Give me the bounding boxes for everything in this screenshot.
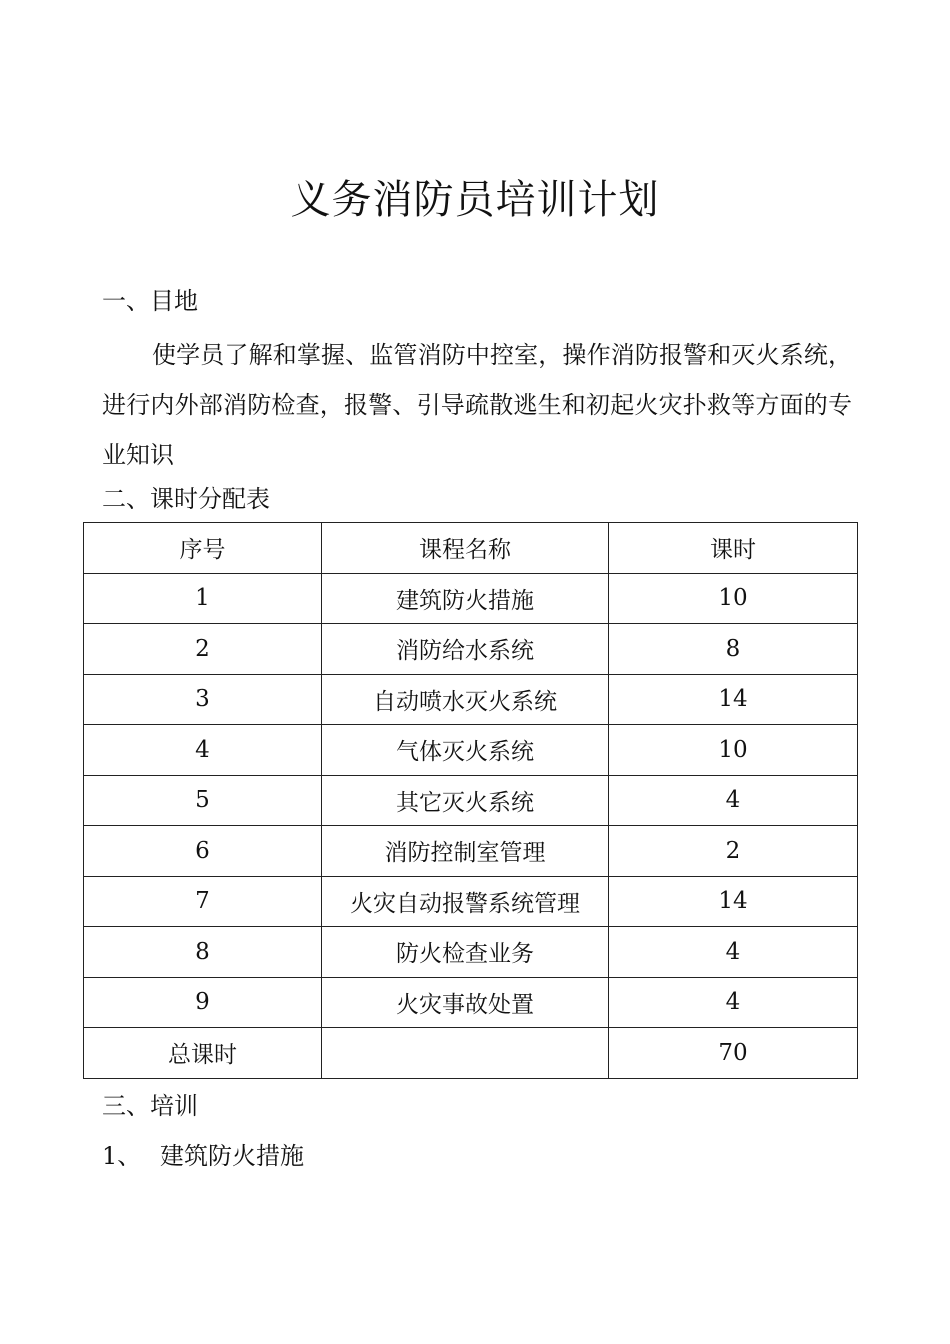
row-course-name: 消防给水系统 bbox=[322, 624, 609, 675]
row-course-name: 火灾自动报警系统管理 bbox=[322, 876, 609, 927]
table-row bbox=[84, 876, 858, 927]
row-course-name: 消防控制室管理 bbox=[322, 826, 609, 877]
table-total-row bbox=[84, 1028, 858, 1079]
table-row bbox=[84, 826, 858, 877]
table-row bbox=[84, 977, 858, 1028]
row-course-name: 自动喷水灭火系统 bbox=[322, 674, 609, 725]
row-course-name: 其它灭火系统 bbox=[322, 775, 609, 826]
total-label: 总课时 bbox=[84, 1028, 322, 1079]
header-course-name: 课程名称 bbox=[322, 523, 609, 574]
row-hours: 10 bbox=[609, 573, 858, 624]
table-row bbox=[84, 927, 858, 978]
row-number: 2 bbox=[84, 624, 322, 675]
table-row bbox=[84, 775, 858, 826]
table-row bbox=[84, 624, 858, 675]
row-number: 5 bbox=[84, 775, 322, 826]
row-hours: 4 bbox=[609, 927, 858, 978]
row-number: 6 bbox=[84, 826, 322, 877]
training-item bbox=[102, 1138, 304, 1174]
row-hours: 8 bbox=[609, 624, 858, 675]
table-row bbox=[84, 573, 858, 624]
row-number: 1 bbox=[84, 573, 322, 624]
row-hours: 14 bbox=[609, 876, 858, 927]
header-hours: 课时 bbox=[609, 523, 858, 574]
training-item-number: 1、 bbox=[102, 1142, 142, 1170]
row-hours: 14 bbox=[609, 674, 858, 725]
document-title: 义务消防员培训计划 bbox=[290, 177, 660, 223]
row-number: 9 bbox=[84, 977, 322, 1028]
table-row bbox=[84, 674, 858, 725]
row-hours: 10 bbox=[609, 725, 858, 776]
section-heading-schedule: 二、课时分配表 bbox=[102, 485, 270, 513]
header-number: 序号 bbox=[84, 523, 322, 574]
purpose-paragraph: 使学员了解和掌握、监管消防中控室，操作消防报警和灭火系统，进行内外部消防检查，报警、引导疏散逃生和初起火灾扑救等方面的专业知识 bbox=[102, 341, 852, 469]
section-heading-purpose: 一、目地 bbox=[102, 287, 198, 315]
total-course-name bbox=[322, 1028, 609, 1079]
row-number: 3 bbox=[84, 674, 322, 725]
row-hours: 4 bbox=[609, 977, 858, 1028]
table-header-row bbox=[84, 523, 858, 574]
row-course-name: 建筑防火措施 bbox=[322, 573, 609, 624]
row-number: 4 bbox=[84, 725, 322, 776]
row-hours: 4 bbox=[609, 775, 858, 826]
training-item-text: 建筑防火措施 bbox=[160, 1142, 304, 1170]
row-course-name: 防火检查业务 bbox=[322, 927, 609, 978]
table-row bbox=[84, 725, 858, 776]
row-course-name: 气体灭火系统 bbox=[322, 725, 609, 776]
row-hours: 2 bbox=[609, 826, 858, 877]
row-number: 8 bbox=[84, 927, 322, 978]
total-hours: 70 bbox=[609, 1028, 858, 1079]
row-number: 7 bbox=[84, 876, 322, 927]
section-heading-training: 三、培训 bbox=[102, 1092, 198, 1120]
row-course-name: 火灾事故处置 bbox=[322, 977, 609, 1028]
course-hours-table bbox=[83, 522, 858, 1079]
